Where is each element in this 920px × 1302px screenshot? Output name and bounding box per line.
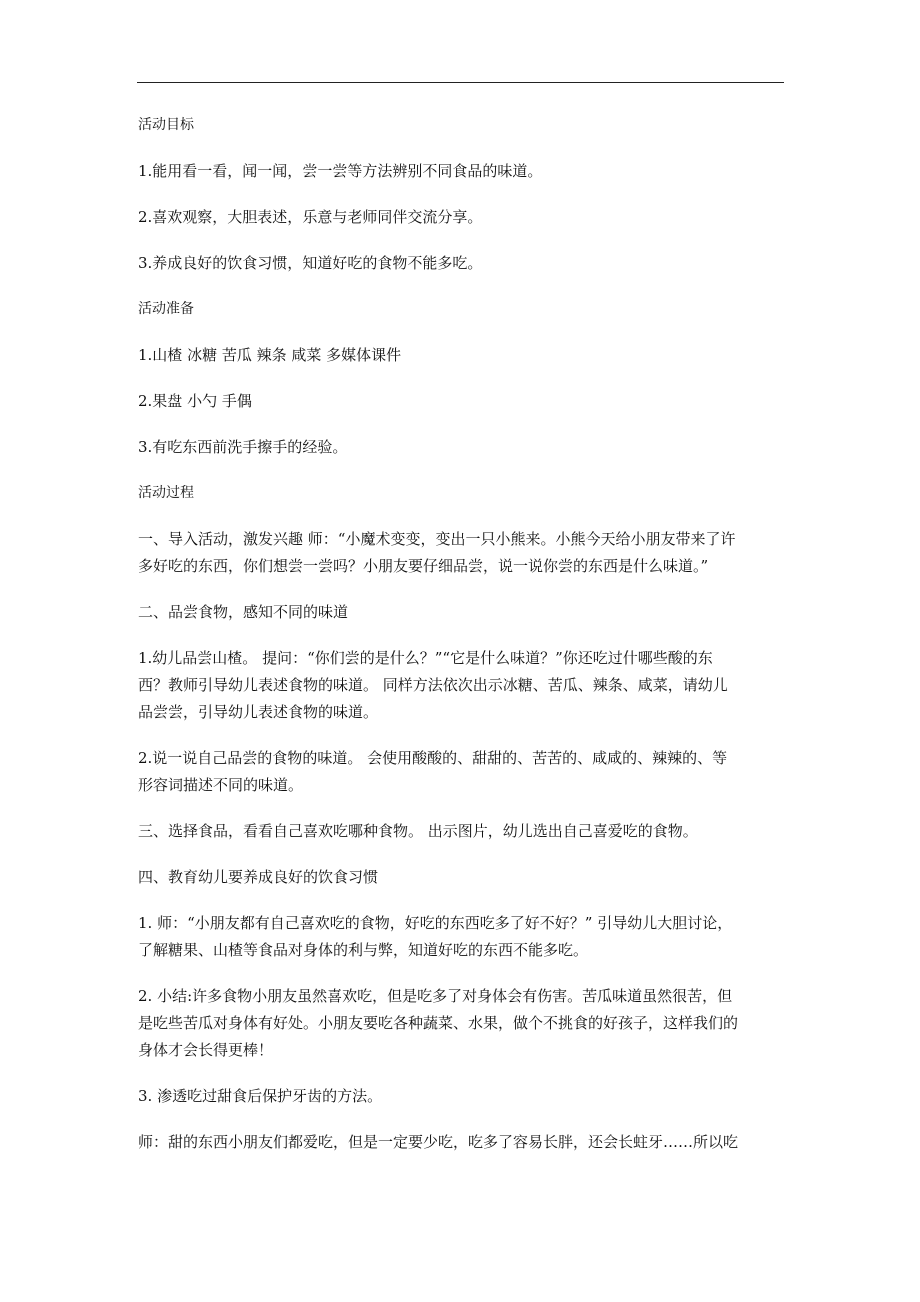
paragraph xyxy=(138,388,788,415)
text-line: 多好吃的东西，你们想尝一尝吗？小朋友要仔细品尝，说一说你尝的东西是什么味道。” xyxy=(138,557,709,575)
paragraph xyxy=(138,158,788,185)
section-heading xyxy=(138,480,788,507)
paragraph xyxy=(138,526,788,580)
text-line: 3.有吃东西前洗手擦手的经验。 xyxy=(138,438,348,456)
paragraph xyxy=(138,864,788,891)
text-line: 1.幼儿品尝山楂。 提问：“你们尝的是什么？”“它是什么味道？”你还吃过什哪些酸的东 xyxy=(138,649,713,667)
text-line: 3.养成良好的饮食习惯，知道好吃的食物不能多吃。 xyxy=(138,254,483,272)
paragraph xyxy=(138,342,788,369)
paragraph xyxy=(138,645,788,726)
document-body xyxy=(138,112,788,1175)
text-line: 2. 小结:许多食物小朋友虽然喜欢吃，但是吃多了对身体会有伤害。苦瓜味道虽然很苦，但 xyxy=(138,987,733,1005)
paragraph xyxy=(138,983,788,1064)
paragraph xyxy=(138,1083,788,1110)
paragraph xyxy=(138,818,788,845)
text-line: 1.山楂 冰糖 苦瓜 辣条 咸菜 多媒体课件 xyxy=(138,346,402,364)
text-line: 活动过程 xyxy=(138,485,194,501)
text-line: 1. 师：“小朋友都有自己喜欢吃的食物，好吃的东西吃多了好不好？” 引导幼儿大胆讨论， xyxy=(138,914,733,932)
paragraph xyxy=(138,599,788,626)
text-line: 四、教育幼儿要养成良好的饮食习惯 xyxy=(138,868,379,886)
text-line: 三、选择食品，看看自己喜欢吃哪种食物。 出示图片，幼儿选出自己喜爱吃的食物。 xyxy=(138,822,698,840)
text-line: 2.果盘 小勺 手偶 xyxy=(138,392,252,410)
header-rule xyxy=(137,82,784,83)
paragraph xyxy=(138,910,788,964)
text-line: 西？教师引导幼儿表述食物的味道。 同样方法依次出示冰糖、苦瓜、辣条、咸菜，请幼儿 xyxy=(138,676,728,694)
paragraph xyxy=(138,745,788,799)
text-line: 3. 渗透吃过甜食后保护牙齿的方法。 xyxy=(138,1087,383,1105)
text-line: 活动准备 xyxy=(138,301,194,317)
text-line: 品尝尝，引导幼儿表述食物的味道。 xyxy=(138,703,379,721)
text-line: 2.说一说自己品尝的食物的味道。 会使用酸酸的、甜甜的、苦苦的、咸咸的、辣辣的、等 xyxy=(138,749,728,767)
paragraph xyxy=(138,250,788,277)
text-line: 二、品尝食物，感知不同的味道 xyxy=(138,603,349,621)
text-line: 了解糖果、山楂等食品对身体的利与弊，知道好吃的东西不能多吃。 xyxy=(138,941,589,959)
text-line: 是吃些苦瓜对身体有好处。小朋友要吃各种蔬菜、水果，做个不挑食的好孩子，这样我们的 xyxy=(138,1014,739,1032)
text-line: 2.喜欢观察，大胆表述，乐意与老师同伴交流分享。 xyxy=(138,208,483,226)
text-line: 形容词描述不同的味道。 xyxy=(138,776,304,794)
section-heading xyxy=(138,296,788,323)
paragraph xyxy=(138,434,788,461)
paragraph xyxy=(138,204,788,231)
section-heading xyxy=(138,112,788,139)
text-line: 1.能用看一看，闻一闻，尝一尝等方法辨别不同食品的味道。 xyxy=(138,162,543,180)
text-line: 一、导入活动，激发兴趣 师：“小魔术变变，变出一只小熊来。小熊今天给小朋友带来了许 xyxy=(138,530,736,548)
text-line: 师：甜的东西小朋友们都爱吃，但是一定要少吃，吃多了容易长胖，还会长蛀牙……所以吃 xyxy=(138,1133,739,1151)
text-line: 活动目标 xyxy=(138,117,194,133)
text-line: 身体才会长得更棒！ xyxy=(138,1041,274,1059)
paragraph xyxy=(138,1129,788,1156)
